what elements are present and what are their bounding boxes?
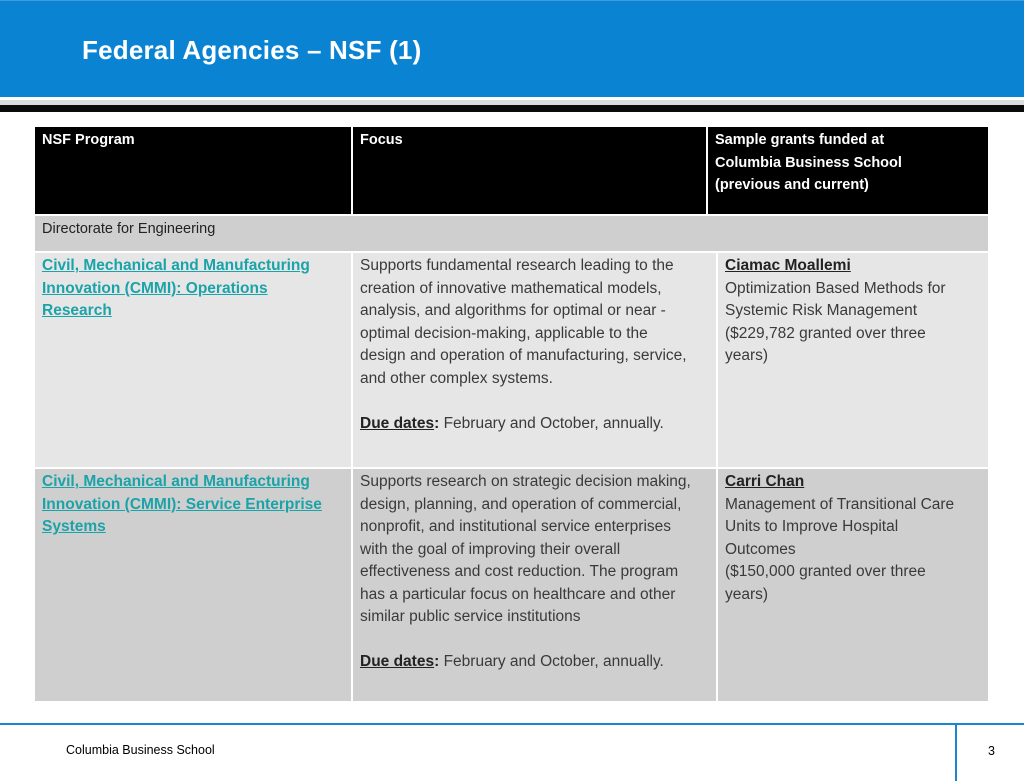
focus-line: effectiveness and cost reduction. The program <box>360 563 679 580</box>
grant-cell <box>718 253 988 467</box>
program-link-line: Civil, Mechanical and Manufacturing <box>42 473 310 490</box>
title-bar <box>0 0 1024 97</box>
program-link-service-enterprise-systems[interactable] <box>42 471 344 539</box>
grant-line: Management of Transitional Care <box>725 495 955 513</box>
focus-line: nonprofit, and institutional service enterprises <box>360 518 672 535</box>
focus-line: design, planning, and operation of commercial, <box>360 495 682 513</box>
program-link-line: Innovation (CMMI): Service Enterprise <box>42 495 322 513</box>
footer-divider <box>0 723 1024 725</box>
column-header-grants-line: (previous and current) <box>715 177 869 193</box>
column-header-grants <box>708 127 988 214</box>
column-header-focus <box>353 127 706 214</box>
program-cell <box>35 469 351 701</box>
focus-cell <box>353 469 716 701</box>
focus-line: Supports research on strategic decision making, <box>360 473 691 490</box>
nsf-table <box>35 127 988 701</box>
grant-line: Units to Improve Hospital <box>725 518 899 535</box>
column-header-focus-label: Focus <box>360 132 403 148</box>
slide-title: Federal Agencies – NSF (1) <box>82 35 422 65</box>
grant-line: Outcomes <box>725 540 796 558</box>
focus-line: has a particular focus on healthcare and other <box>360 585 676 603</box>
column-header-grants-line: Columbia Business School <box>715 154 902 171</box>
focus-line: Supports fundamental research leading to the <box>360 257 674 274</box>
page-number: 3 <box>988 744 995 758</box>
column-header-program-label: NSF Program <box>42 132 135 148</box>
grant-line: ($150,000 granted over three <box>725 563 926 580</box>
footer-organization: Columbia Business School <box>66 743 215 757</box>
grant-recipient-name: Carri Chan <box>725 473 805 490</box>
due-dates-text: February and October, annually. <box>439 414 664 432</box>
due-dates-text: February and October, annually. <box>439 653 664 670</box>
grant-line: Systemic Risk Management <box>725 302 918 319</box>
grant-line: years) <box>725 347 769 364</box>
due-dates-line <box>360 413 709 436</box>
grant-line: ($229,782 granted over three <box>725 324 926 342</box>
column-header-program <box>35 127 351 214</box>
focus-line: optimal decision-making, applicable to the <box>360 324 648 342</box>
due-dates-colon: : <box>434 653 440 670</box>
focus-line: creation of innovative mathematical models, <box>360 279 662 297</box>
due-dates-label: Due dates <box>360 653 435 670</box>
grant-line: years) <box>725 585 769 603</box>
focus-line: design and operation of manufacturing, service, <box>360 347 687 364</box>
grant-recipient-name: Ciamac Moallemi <box>725 257 851 274</box>
column-header-grants-line: Sample grants funded at <box>715 132 885 148</box>
section-row-engineering <box>35 216 988 251</box>
focus-line: analysis, and algorithms for optimal or near - <box>360 302 666 319</box>
program-cell <box>35 253 351 467</box>
grant-cell <box>718 469 988 701</box>
due-dates-colon: : <box>434 414 440 432</box>
grant-line: Optimization Based Methods for <box>725 279 946 297</box>
program-link-line: Civil, Mechanical and Manufacturing <box>42 257 310 274</box>
focus-cell <box>353 253 716 467</box>
program-link-line: Systems <box>42 518 106 535</box>
focus-line: with the goal of improving their overall <box>360 540 621 558</box>
focus-line: similar public service institutions <box>360 608 581 625</box>
program-link-operations-research[interactable] <box>42 255 344 323</box>
due-dates-label: Due dates <box>360 414 435 432</box>
divider-black <box>0 105 1024 112</box>
section-label: Directorate for Engineering <box>42 221 216 237</box>
program-link-line: Innovation (CMMI): Operations <box>42 279 268 297</box>
focus-line: and other complex systems. <box>360 369 553 387</box>
program-link-line: Research <box>42 302 112 319</box>
footer-vertical-divider <box>955 725 957 781</box>
due-dates-line <box>360 651 709 674</box>
